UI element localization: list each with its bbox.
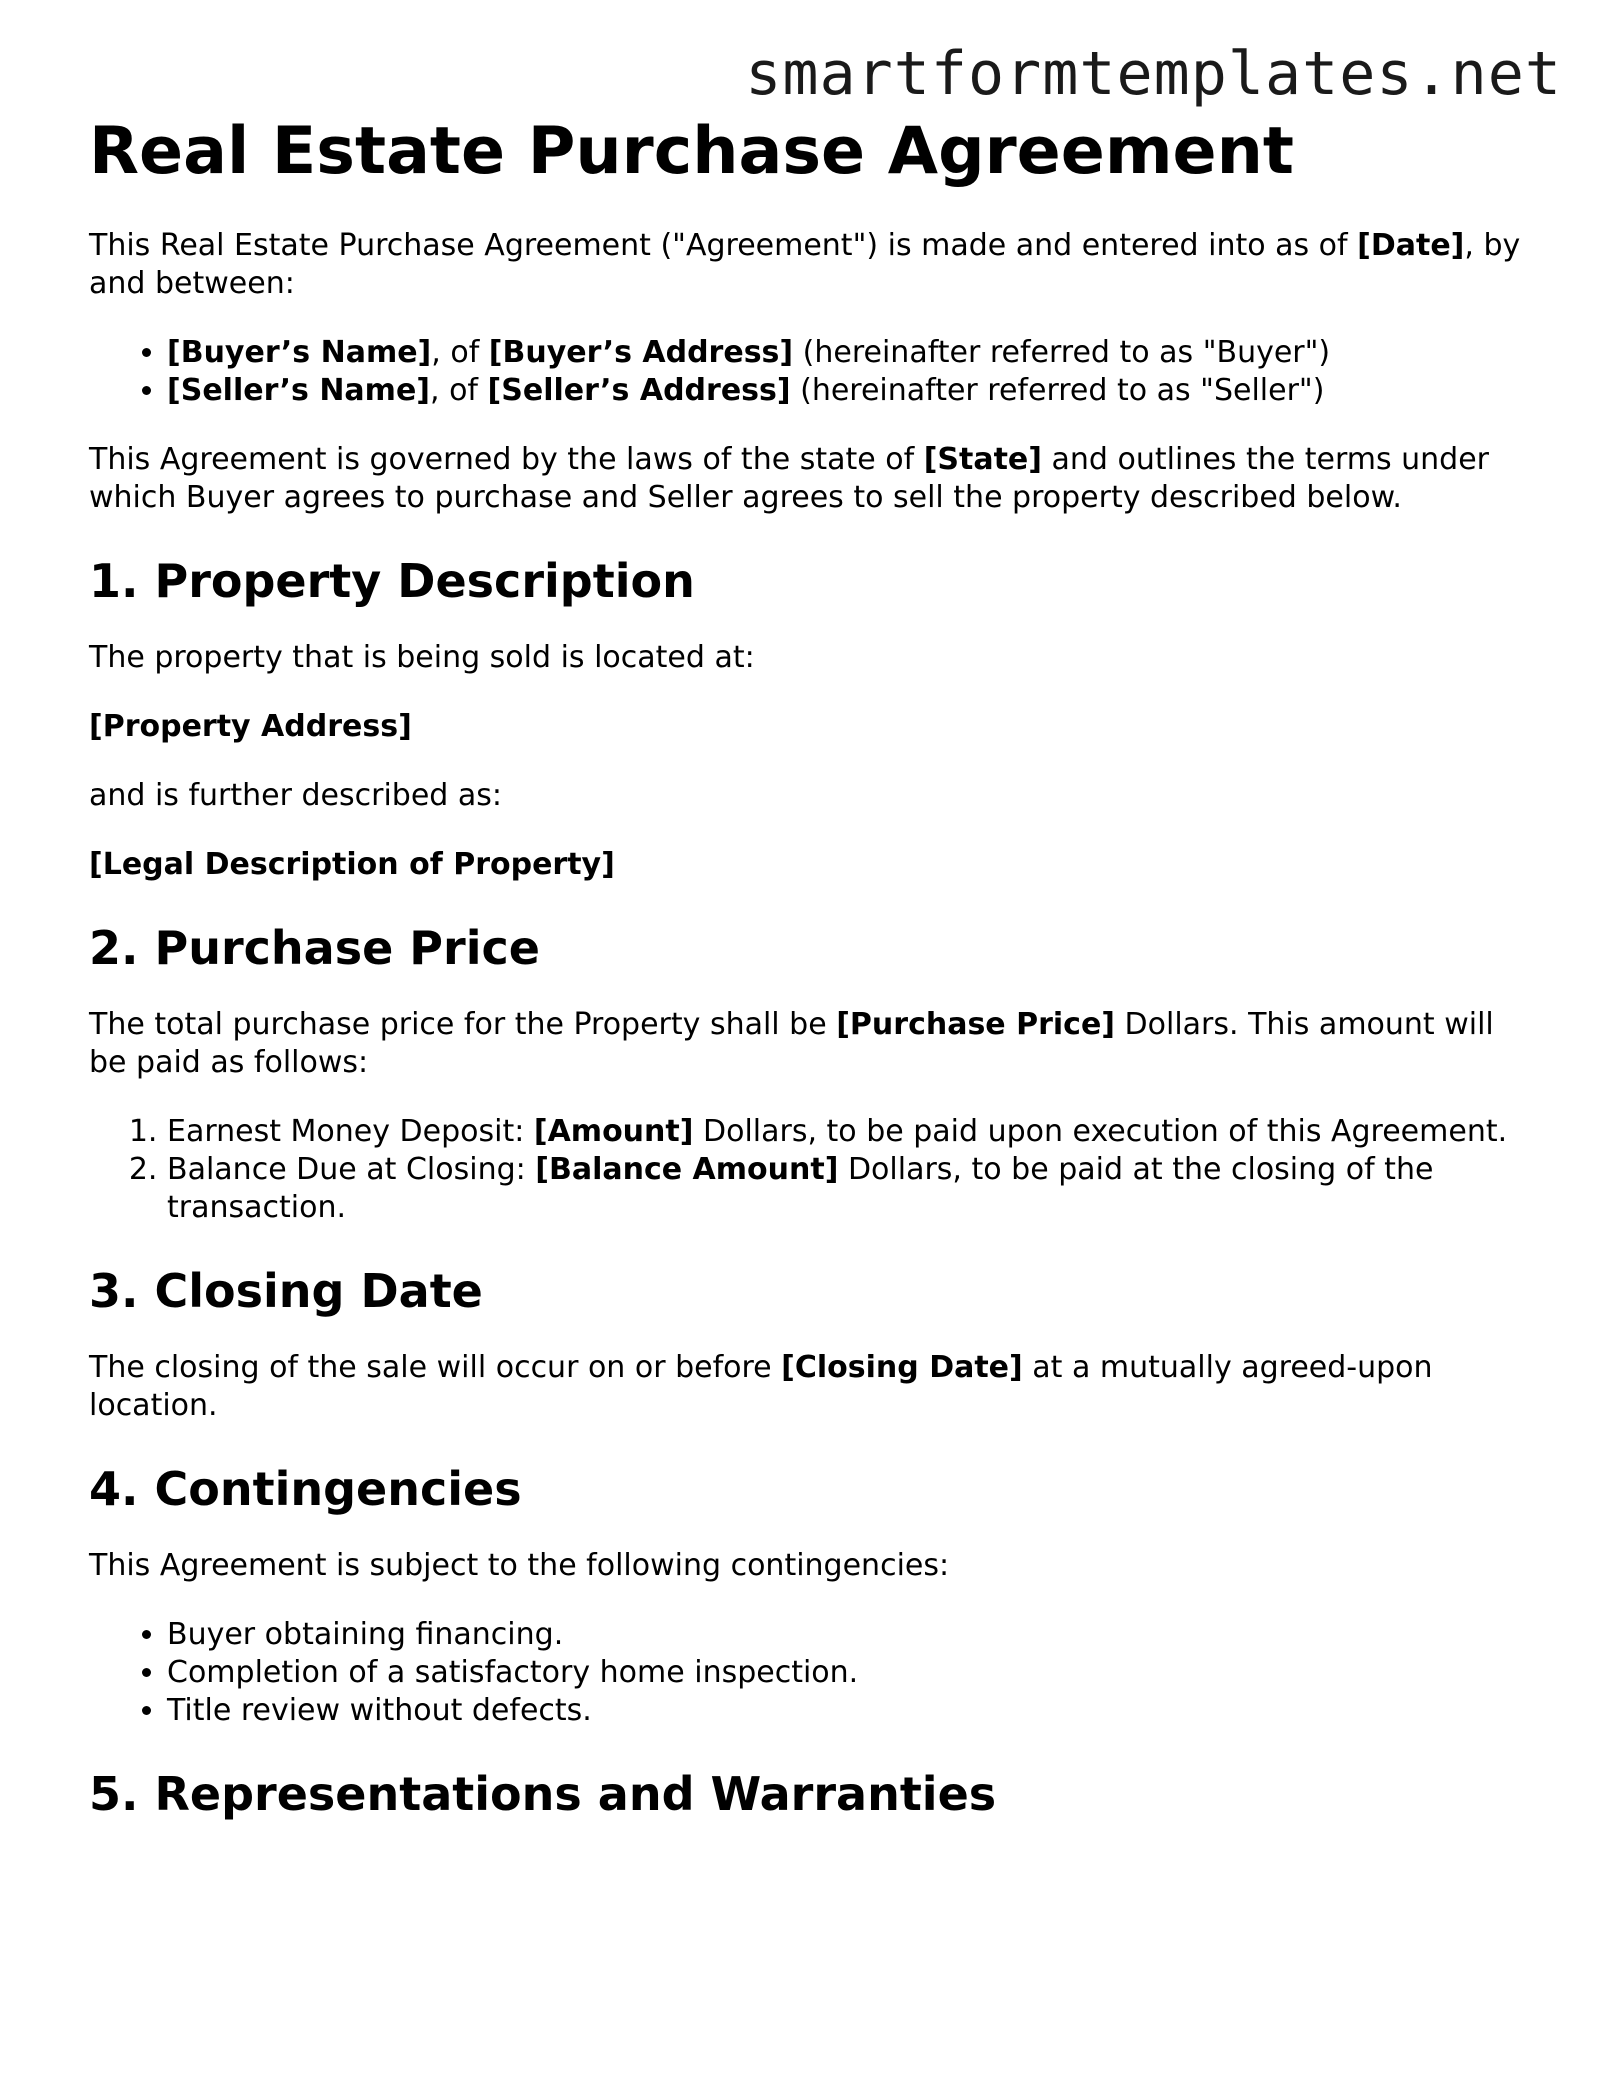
price-paragraph — [89, 1006, 1529, 1082]
party-rest: (hereinafter referred to as "Buyer") — [793, 335, 1331, 370]
buyer-name-placeholder: [Buyer’s Name] — [167, 335, 432, 370]
watermark: smartformtemplates.net — [745, 39, 1562, 109]
party-of: , of — [431, 335, 489, 370]
intro-text: This Real Estate Purchase Agreement ("Agreement") is made and entered into as of — [89, 228, 1358, 263]
legal-description-value: [Legal Description of Property] — [89, 847, 615, 882]
property-address-value: [Property Address] — [89, 709, 412, 744]
price-text-end: Dollars. This amount will be paid as follows: — [89, 1007, 1494, 1080]
state-placeholder: [State] — [923, 442, 1042, 477]
parties-list — [89, 334, 1529, 410]
document-page — [89, 112, 1529, 1852]
governed-paragraph — [89, 441, 1529, 517]
section-heading-representations: 5. Representations and Warranties — [89, 1767, 997, 1821]
seller-address-placeholder: [Seller’s Address] — [487, 373, 791, 408]
contingency-item: • Completion of a satisfactory home inspection. — [167, 1654, 1529, 1692]
amount-placeholder: [Amount] — [533, 1114, 694, 1149]
party-of: , of — [430, 373, 488, 408]
party-buyer — [167, 334, 1529, 372]
buyer-address-placeholder: [Buyer’s Address] — [488, 335, 794, 370]
property-address-placeholder — [89, 708, 1529, 746]
payment-item-pre: Earnest Money Deposit: — [167, 1114, 534, 1149]
closing-text: The closing of the sale will occur on or before — [89, 1350, 782, 1385]
closing-paragraph — [89, 1349, 1529, 1425]
intro-text-end: , by and between: — [89, 228, 1521, 301]
contingencies-list — [89, 1616, 1529, 1730]
price-text: The total purchase price for the Property shall be — [89, 1007, 837, 1042]
governed-text-end: and outlines the terms under which Buyer agrees to purchase and Seller agrees to sell the property described below. — [89, 442, 1489, 515]
balance-amount-placeholder: [Balance Amount] — [535, 1152, 839, 1187]
section-heading-price: 2. Purchase Price — [89, 921, 540, 975]
party-rest: (hereinafter referred to as "Seller") — [790, 373, 1325, 408]
legal-description-placeholder — [89, 846, 1529, 884]
payment-item-deposit — [167, 1113, 1529, 1151]
contingencies-intro: This Agreement is subject to the following contingencies: — [89, 1548, 950, 1583]
section-heading-contingencies: 4. Contingencies — [89, 1462, 522, 1516]
property-location-text: The property that is being sold is located at: — [89, 640, 755, 675]
closing-date-placeholder: [Closing Date] — [781, 1350, 1023, 1385]
seller-name-placeholder: [Seller’s Name] — [167, 373, 430, 408]
governed-text: This Agreement is governed by the laws of the state of — [89, 442, 924, 477]
contingency-item: • Buyer obtaining financing. — [167, 1616, 1529, 1654]
payment-item-post: Dollars, to be paid upon execution of this Agreement. — [693, 1114, 1508, 1149]
intro-paragraph — [89, 227, 1529, 303]
date-placeholder: [Date] — [1357, 228, 1465, 263]
section-heading-closing: 3. Closing Date — [89, 1264, 483, 1318]
property-further-text: and is further described as: — [89, 778, 502, 813]
payment-item-balance — [167, 1151, 1529, 1227]
party-seller — [167, 372, 1529, 410]
payment-list — [89, 1113, 1529, 1227]
payment-item-post: Dollars, to be paid at the closing of the transaction. — [167, 1152, 1434, 1225]
payment-item-pre: Balance Due at Closing: — [167, 1152, 536, 1187]
section-heading-property: 1. Property Description — [89, 554, 695, 608]
document-title: Real Estate Purchase Agreement — [89, 114, 1294, 189]
closing-text-end: at a mutually agreed-upon location. — [89, 1350, 1433, 1423]
contingency-item: • Title review without defects. — [167, 1692, 1529, 1730]
purchase-price-placeholder: [Purchase Price] — [836, 1007, 1116, 1042]
